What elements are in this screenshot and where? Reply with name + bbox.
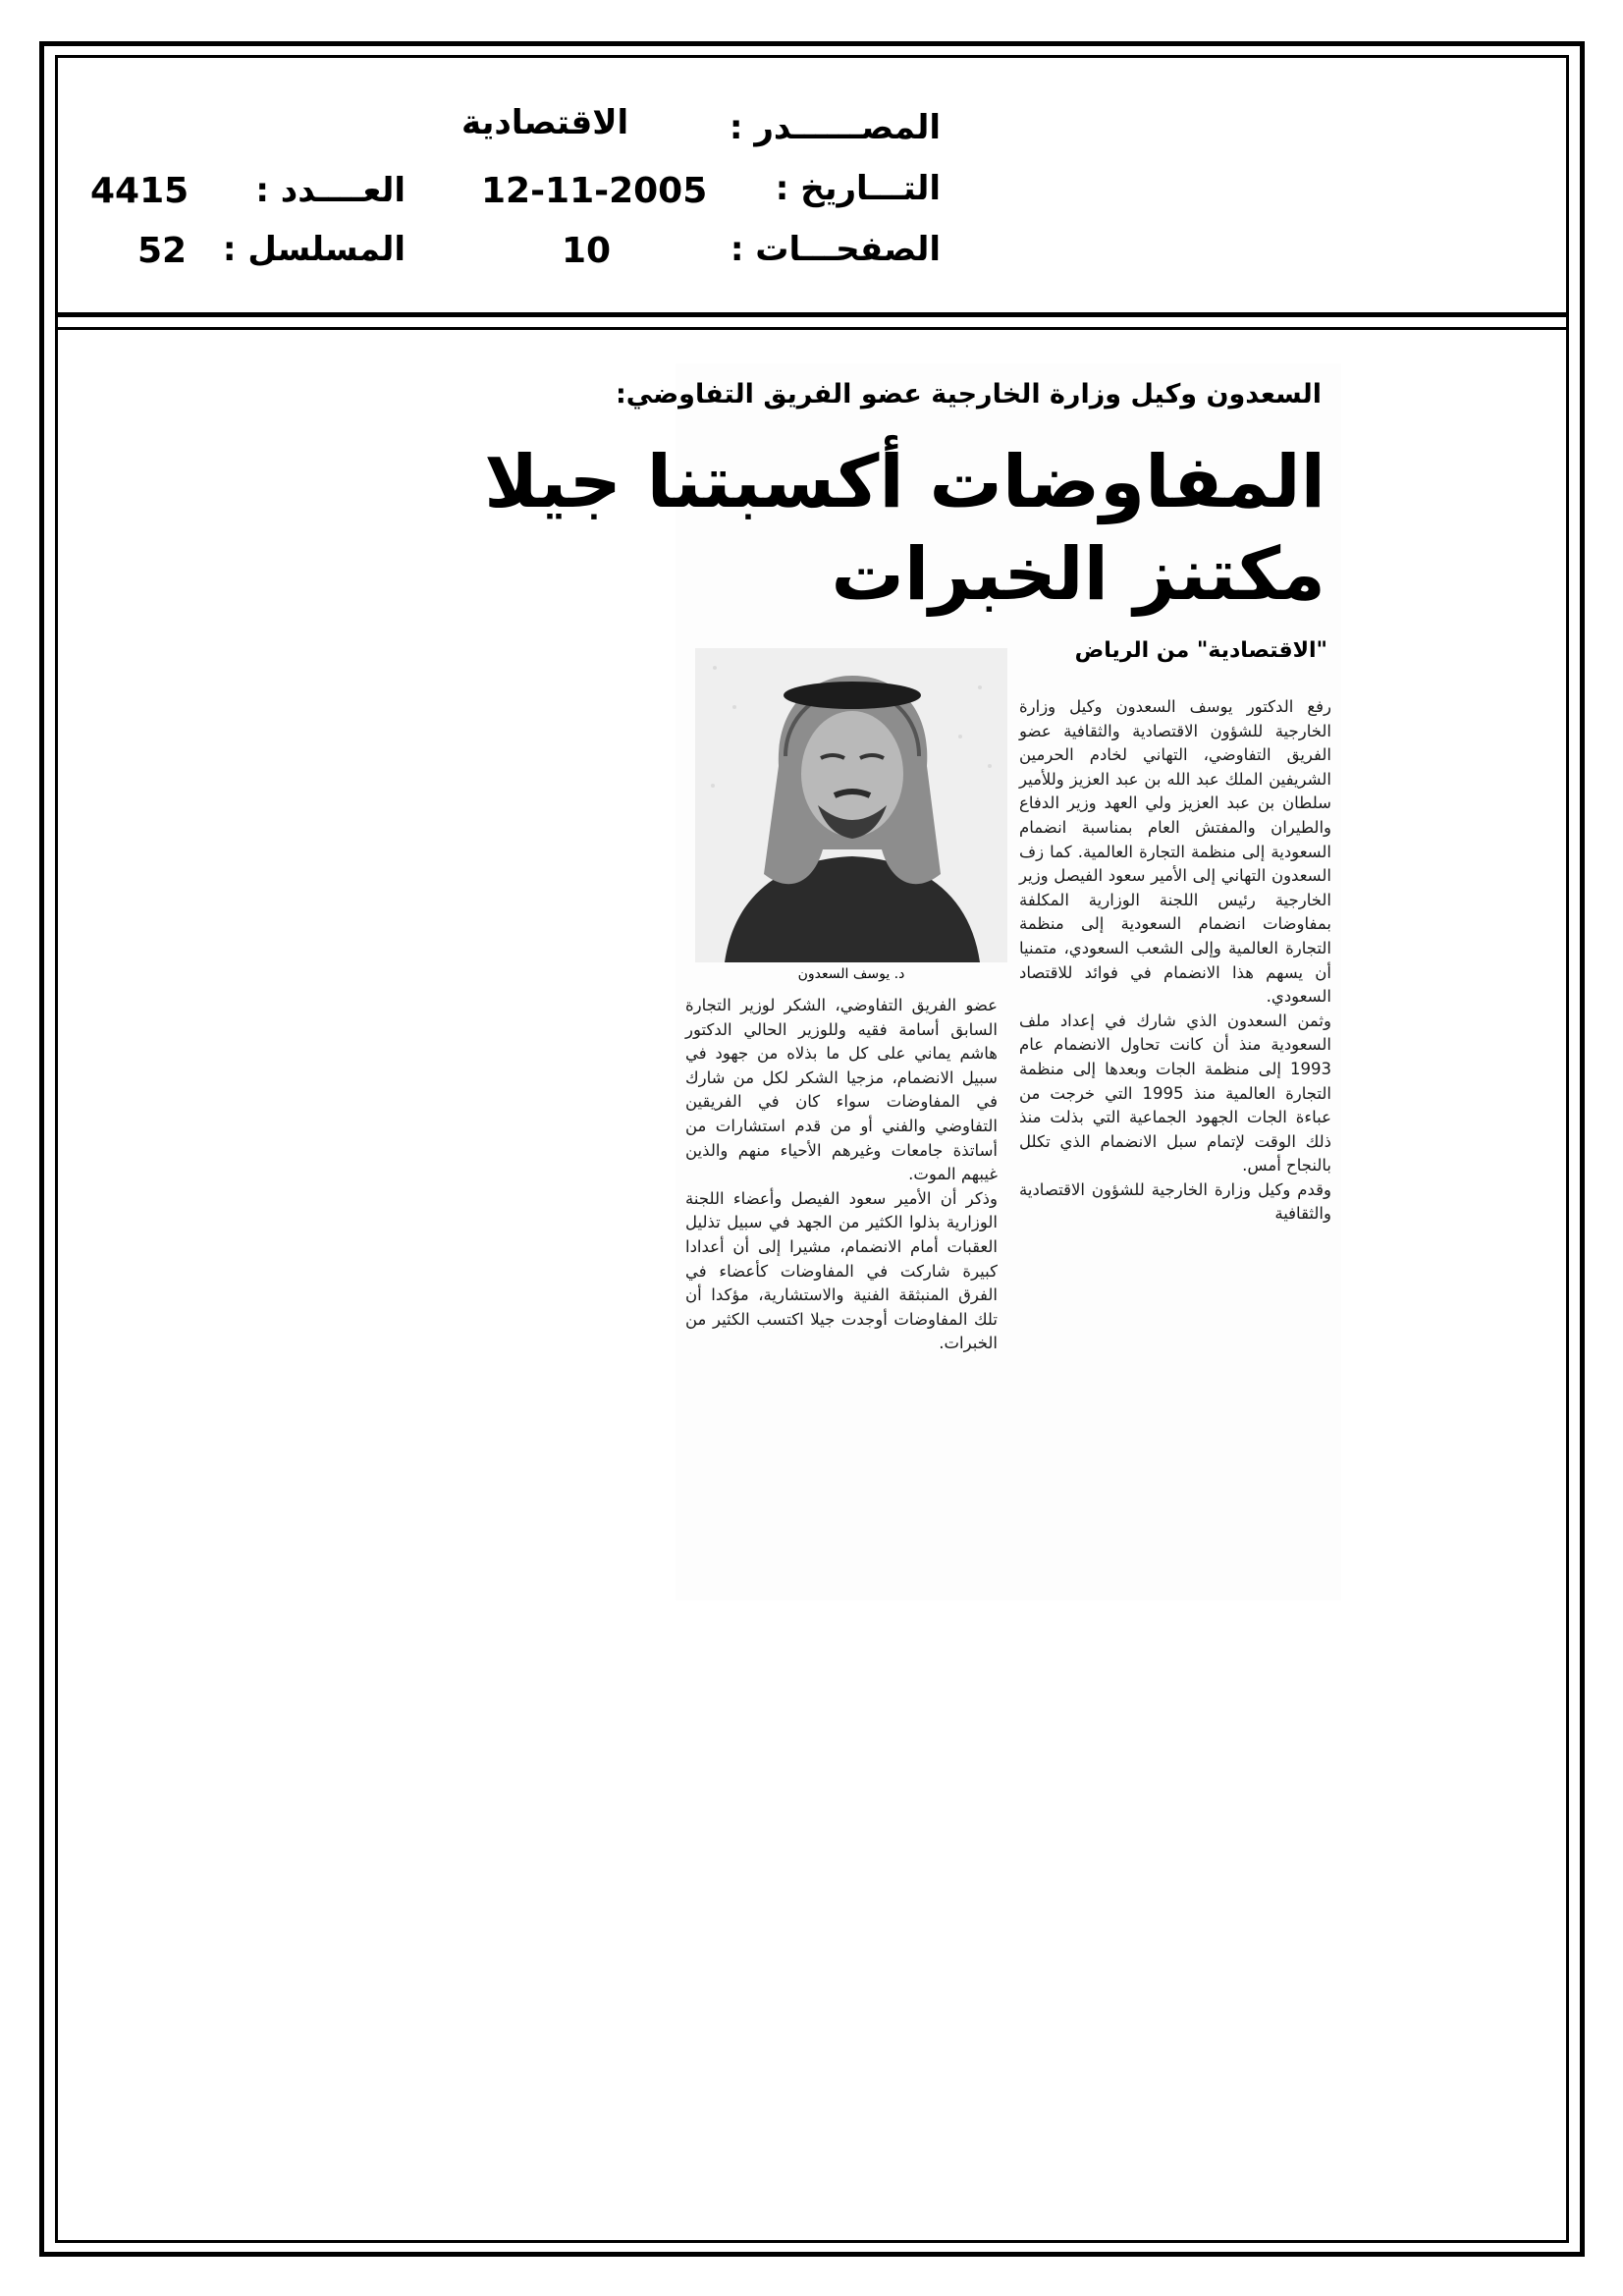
portrait-photo	[695, 648, 1007, 962]
article-headline-line1: المفاوضات أكسبتنا جيلا	[484, 440, 1325, 524]
pages-value: 10	[562, 231, 612, 271]
article-paragraph: عضو الفريق التفاوضي، الشكر لوزير التجارة السابق أسامة فقيه وللوزير الحالي الدكتور هاشم يماني على كل ما بذلاه من جهود في سبيل الانضمام، مزجيا الشكر لكل من شارك في المفاوضات سواء كان في الفريقين التفاوضي والفني أو من قدم استشارات من أساتذة جامعات وغيرهم الأحياء منهم والذين غيبهم الموت.	[685, 996, 998, 1184]
pages-label: الصفحـــات :	[730, 230, 941, 269]
article-byline: "الاقتصادية" من الرياض	[1074, 638, 1327, 663]
article-paragraph: رفع الدكتور يوسف السعدون وكيل وزارة الخارجية للشؤون الاقتصادية والثقافية عضو الفريق التفاوضي، التهاني لخادم الحرمين الشريفين الملك عبد الله بن عبد العزيز وللأمير سلطان بن عبد العزيز ولي العهد وزير الدفاع والطيران والمفتش العام بمناسبة انضمام السعودية إلى منظمة التجارة العالمية. كما زف السعدون التهاني إلى الأمير سعود الفيصل وزير الخارجية رئيس اللجنة الوزارية المكلفة بمفاوضات انضمام السعودية إلى منظمة التجارة العالمية وإلى الشعب السعودي، متمنيا أن يسهم هذا الانضمام في فوائد للاقتصاد السعودي.	[1019, 697, 1331, 1007]
article-column-right	[1019, 695, 1331, 1227]
issue-label: العــــدد :	[255, 171, 406, 210]
date-label: التـــاريخ :	[775, 169, 941, 208]
article-paragraph: وثمن السعدون الذي شارك في إعداد ملف السعودية منذ أن كانت تحاول الانضمام عام 1993 إلى منظمة الجات وبعدها إلى منظمة التجارة العالمية منذ 1995 التي خرجت من عباءة الجات الجهود الجماعية التي بذلت منذ ذلك الوقت لإتمام سبل الانضمام الذي تكلل بالنجاح أمس.	[1019, 1011, 1331, 1175]
serial-value: 52	[137, 231, 188, 271]
photo-caption: د. يوسف السعدون	[797, 966, 905, 982]
header-divider	[55, 312, 1569, 317]
header-divider-inner	[55, 327, 1569, 330]
article-headline-line2: مكتنز الخبرات	[831, 532, 1325, 617]
date-value: 12-11-2005	[481, 171, 708, 211]
source-label: المصــــــدر :	[729, 108, 941, 147]
newspaper-clipping	[484, 363, 1341, 1601]
issue-value: 4415	[90, 171, 189, 211]
serial-label: المسلسل :	[222, 230, 406, 269]
portrait-illustration	[695, 648, 1007, 962]
article-column-left	[685, 994, 998, 1356]
article-kicker: السعدون وكيل وزارة الخارجية عضو الفريق التفاوضي:	[615, 379, 1322, 410]
article-paragraph: وذكر أن الأمير سعود الفيصل وأعضاء اللجنة الوزارية بذلوا الكثير من الجهد في سبيل تذليل العقبات أمام الانضمام، مشيرا إلى أن أعدادا كبيرة شاركت في المفاوضات كأعضاء في الفرق المنبثقة الفنية والاستشارية، مؤكدا أن تلك المفاوضات أوجدت جيلا اكتسب الكثير من الخبرات.	[685, 1188, 998, 1353]
article-paragraph: وقدم وكيل وزارة الخارجية للشؤون الاقتصادية والثقافية	[1019, 1179, 1331, 1224]
source-value: الاقتصادية	[461, 103, 629, 142]
